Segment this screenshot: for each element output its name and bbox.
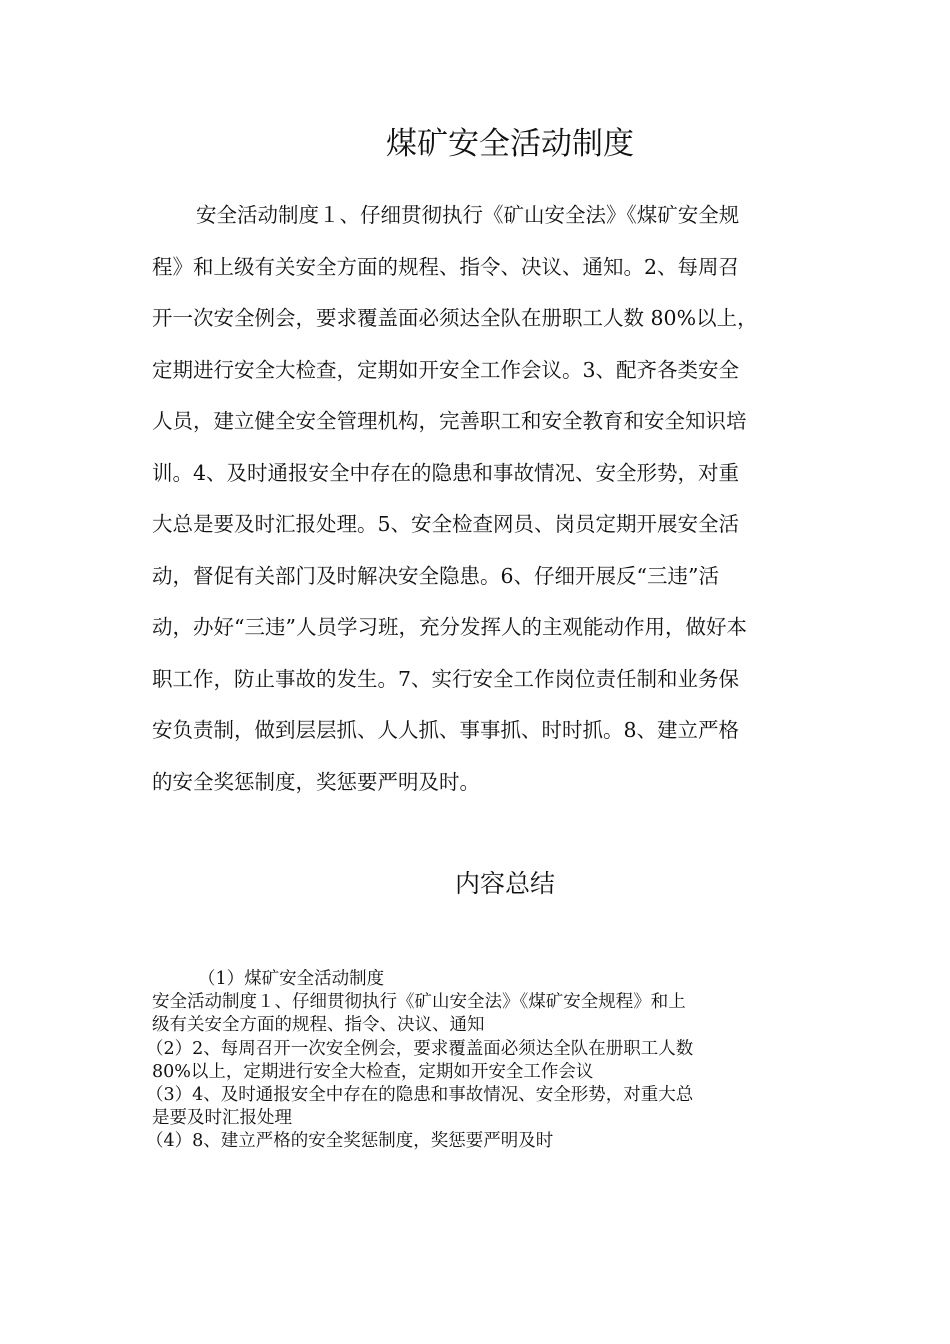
- summary-section: [146, 968, 812, 1154]
- body-line: 动，督促有关部门及时解决安全隐患。6、仔细开展反“三违”活: [152, 563, 720, 588]
- body-line: 训。4、及时通报安全中存在的隐患和事故情况、安全形势，对重: [152, 460, 740, 485]
- document-body: [152, 196, 812, 814]
- summary-line: （2）2、每周召开一次安全例会，要求覆盖面必须达全队在册职工人数: [146, 1038, 694, 1059]
- document-title: 煤矿安全活动制度: [386, 126, 634, 162]
- body-line: 的安全奖惩制度，奖惩要严明及时。: [152, 769, 480, 794]
- body-line: 动，办好“三违”人员学习班，充分发挥人的主观能动作用，做好本: [152, 615, 747, 639]
- summary-line: 80%以上，定期进行安全大检查，定期如开安全工作会议: [152, 1061, 594, 1082]
- body-line: 安全活动制度１、仔细贯彻执行《矿山安全法》《煤矿安全规: [196, 203, 740, 227]
- summary-line: 安全活动制度１、仔细贯彻执行《矿山安全法》《煤矿安全规程》和上: [152, 992, 686, 1013]
- summary-line: （3）4、及时通报安全中存在的隐患和事故情况、安全形势，对重大总: [146, 1084, 694, 1105]
- body-line: 大总是要及时汇报处理。5、安全检查网员、岗员定期开展安全活: [152, 512, 740, 536]
- summary-line: （4）8、建立严格的安全奖惩制度，奖惩要严明及时: [146, 1131, 554, 1152]
- summary-title: 内容总结: [454, 869, 555, 898]
- body-line: 安负责制，做到层层抓、人人抓、事事抓、时时抓。8、建立严格: [152, 718, 740, 742]
- body-line: 人员，建立健全安全管理机构，完善职工和安全教育和安全知识培: [152, 409, 747, 433]
- body-line: 定期进行安全大检查，定期如开安全工作会议。3、配齐各类安全: [152, 357, 740, 382]
- body-line: 开一次安全例会，要求覆盖面必须达全队在册职工人数 80%以上，: [152, 306, 758, 330]
- body-line: 程》和上级有关安全方面的规程、指令、决议、通知。2、每周召: [152, 254, 740, 279]
- summary-line: 是要及时汇报处理: [152, 1108, 292, 1129]
- summary-line: （1）煤矿安全活动制度: [198, 969, 385, 989]
- body-line: 职工作，防止事故的发生。7、实行安全工作岗位责任制和业务保: [152, 666, 740, 691]
- summary-line: 级有关安全方面的规程、指令、决议、通知: [152, 1015, 485, 1036]
